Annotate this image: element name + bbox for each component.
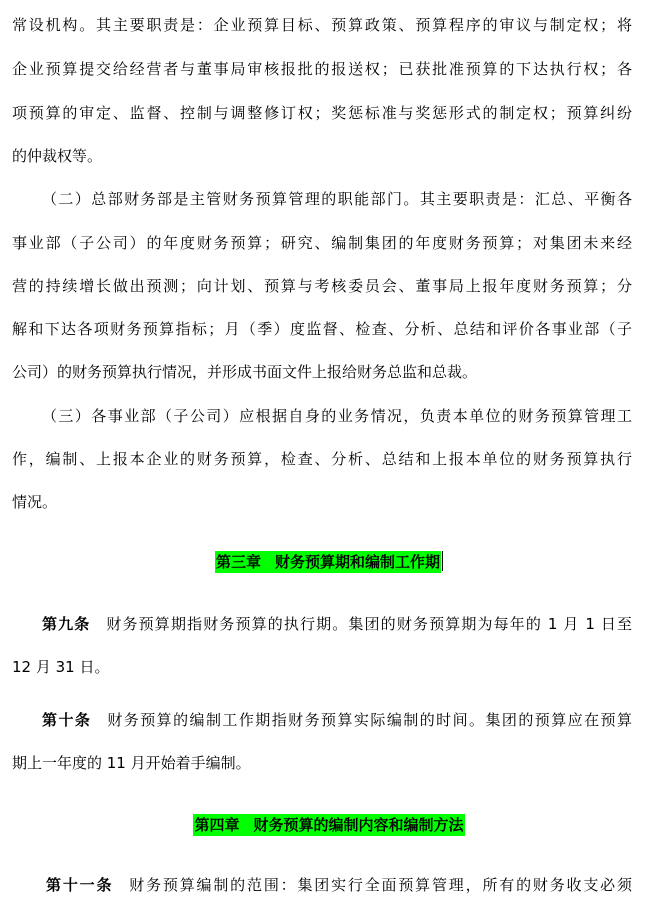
chapter3-heading-row <box>0 551 658 573</box>
chapter4-heading[interactable] <box>193 814 464 836</box>
para2-line-1: （二）总部财务部是主管财务预算管理的职能部门。其主要职责是：汇总、平衡各 <box>42 190 632 208</box>
article9-number: 第九条 <box>42 615 91 633</box>
article11-line-1 <box>46 875 632 895</box>
para3-line-2: 作，编制、上报本企业的财务预算，检查、分析、总结和上报本单位的财务预算执行 <box>12 450 632 468</box>
article10-line-2: 期上一年度的 11 月开始着手编制。 <box>12 754 251 772</box>
article11-text-1: 财务预算编制的范围：集团实行全面预算管理，所有的财务收支必须 <box>129 876 632 894</box>
para1-line-1: 常设机构。其主要职责是：企业预算目标、预算政策、预算程序的审议与制定权；将 <box>12 16 632 34</box>
article9-text-1: 财务预算期指财务预算的执行期。集团的财务预算期为每年的 1 月 1 日至 <box>106 615 632 633</box>
chapter4-number: 第四章 <box>194 816 240 834</box>
chapter3-number: 第三章 <box>215 553 261 571</box>
article10-number: 第十条 <box>42 711 92 729</box>
para2-line-2: 事业部（子公司）的年度财务预算；研究、编制集团的年度财务预算；对集团未来经 <box>12 234 632 252</box>
para3-line-1: （三）各事业部（子公司）应根据自身的业务情况，负责本单位的财务预算管理工 <box>42 407 632 425</box>
para2-line-5: 公司）的财务预算执行情况，并形成书面文件上报给财务总监和总裁。 <box>12 363 478 381</box>
chapter4-heading-row <box>0 814 658 836</box>
article10-line-1 <box>42 710 632 730</box>
article9-line-1 <box>42 614 632 634</box>
para2-line-4: 解和下达各项财务预算指标；月（季）度监督、检查、分析、总结和评价各事业部（子 <box>12 320 632 338</box>
para1-line-4: 的仲裁权等。 <box>12 147 103 165</box>
text-cursor <box>442 551 443 571</box>
chapter4-title: 财务预算的编制内容和编制方法 <box>253 816 464 834</box>
article10-text-1: 财务预算的编制工作期指财务预算实际编制的时间。集团的预算应在预算 <box>107 711 632 729</box>
article9-line-2: 12 月 31 日。 <box>12 658 110 676</box>
article11-number: 第十一条 <box>46 876 114 894</box>
chapter3-title: 财务预算期和编制工作期 <box>275 553 441 571</box>
para2-line-3: 营的持续增长做出预测；向计划、预算与考核委员会、董事局上报年度财务预算；分 <box>12 277 632 295</box>
para3-line-3: 情况。 <box>12 493 58 511</box>
para1-line-2: 企业预算提交给经营者与董事局审核报批的报送权；已获批准预算的下达执行权；各 <box>12 60 632 78</box>
para1-line-3: 项预算的审定、监督、控制与调整修订权；奖惩标准与奖惩形式的制定权；预算纠纷 <box>12 104 632 122</box>
chapter3-heading[interactable] <box>215 551 441 573</box>
